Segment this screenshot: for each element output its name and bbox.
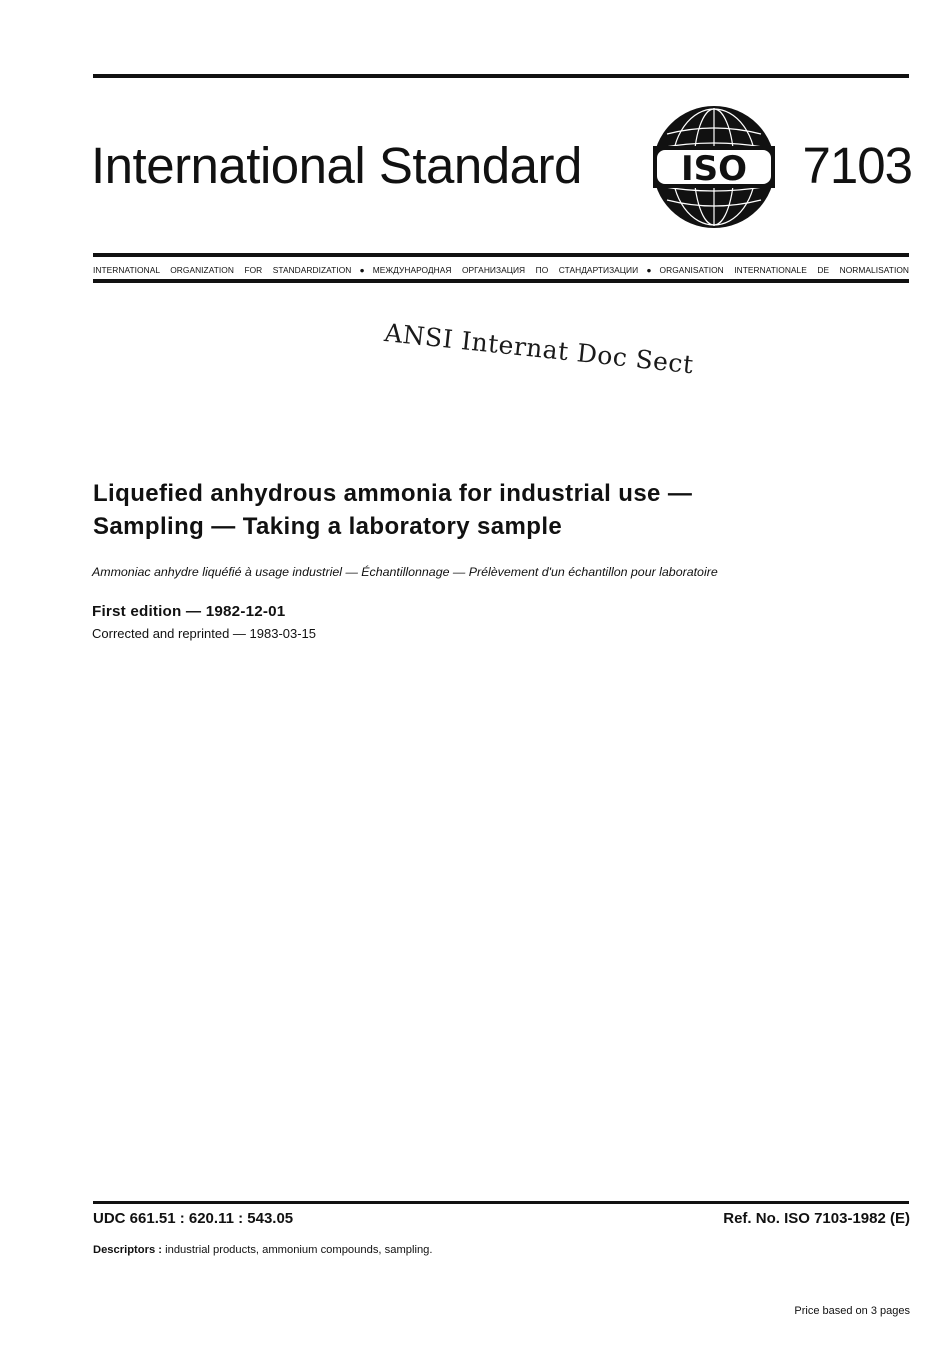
reference-number: Ref. No. ISO 7103-1982 (E) — [723, 1210, 910, 1227]
udc-code: UDC 661.51 : 620.11 : 543.05 — [93, 1210, 294, 1227]
descriptors-label: Descriptors : — [93, 1244, 163, 1256]
header-rule-upper — [93, 253, 909, 257]
organization-line: INTERNATIONAL ORGANIZATION FOR STANDARDIZATION●МЕЖДУНАРОДНАЯ ОРГАНИЗАЦИЯ ПО СТАНДАРТИЗАЦИИ●ORGANISATION INTERNATIONALE DE NORMALISATION — [93, 265, 909, 275]
iso-logo — [651, 104, 777, 230]
reprint-note: Corrected and reprinted — 1983-03-15 — [92, 626, 317, 641]
footer-rule — [93, 1201, 909, 1204]
iso-logo-text: ISO — [680, 149, 748, 189]
top-rule — [93, 74, 909, 78]
french-title: Ammoniac anhydre liquéfié à usage industriel — Échantillonnage — Prélèvement d'un échantillon pour laboratoire — [92, 565, 718, 579]
ansi-stamp: ANSI Internat Doc Sect — [382, 318, 695, 380]
standard-number: 7103 — [802, 137, 912, 194]
descriptors — [93, 1242, 433, 1258]
title-line-2: Sampling — Taking a laboratory sample — [93, 513, 563, 540]
price-note: Price based on 3 pages — [794, 1305, 910, 1317]
first-edition: First edition — 1982-12-01 — [92, 603, 286, 620]
document-heading: International Standard — [91, 137, 582, 194]
title-line-1: Liquefied anhydrous ammonia for industrial use — — [93, 480, 693, 507]
descriptors-value: industrial products, ammonium compounds, sampling. — [165, 1244, 433, 1256]
header-rule-lower — [93, 279, 909, 283]
